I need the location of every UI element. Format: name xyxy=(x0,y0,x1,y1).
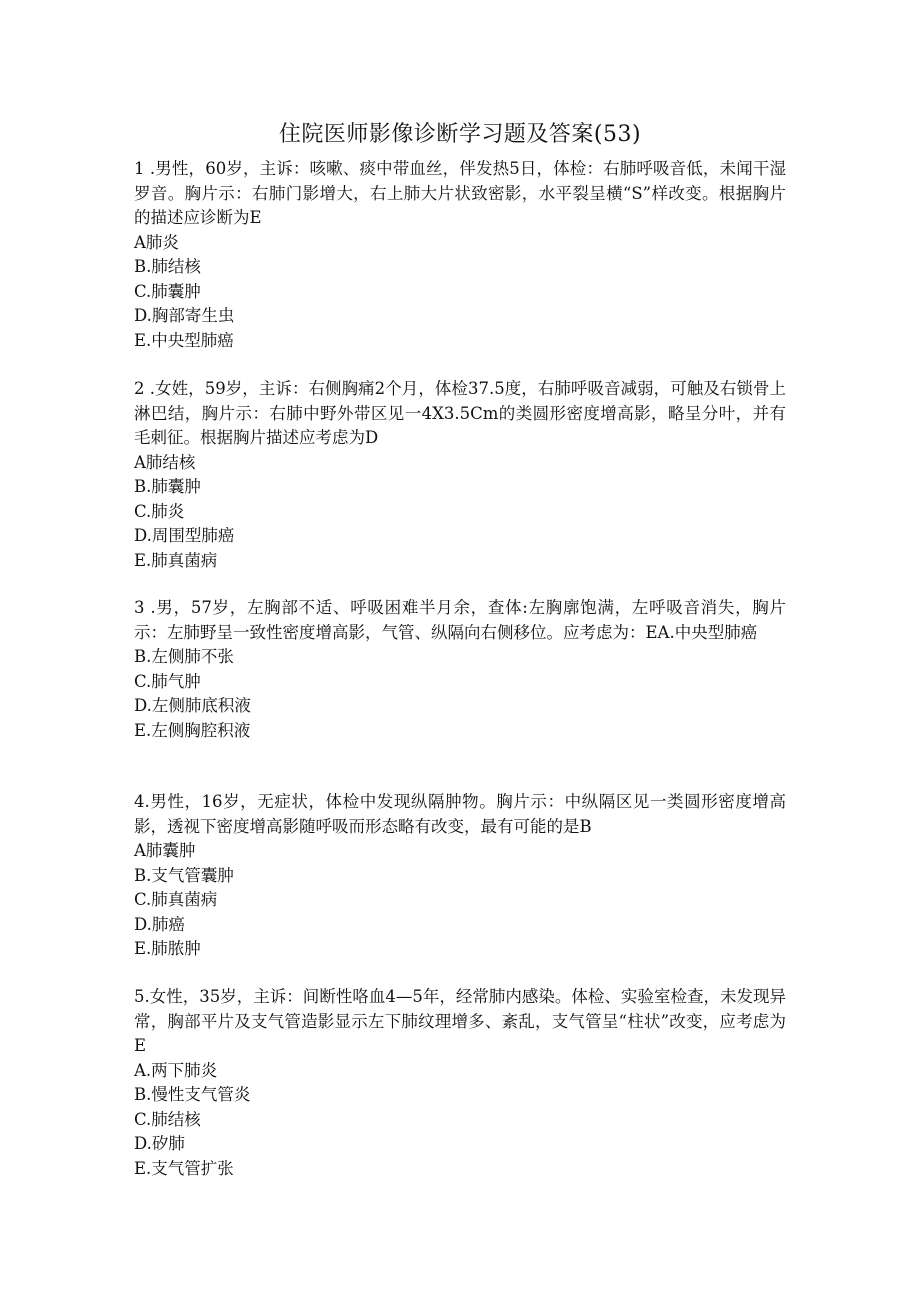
question-2 xyxy=(134,377,786,573)
option-d: D.左侧肺底积液 xyxy=(134,696,251,715)
option-c: C.肺囊肿 xyxy=(134,281,201,301)
option-list xyxy=(134,451,786,574)
option-b: B.左侧肺不张 xyxy=(134,647,234,666)
option-d: D.肺癌 xyxy=(134,914,185,934)
question-stem: 2 .女姓，59岁，主诉：右侧胸痛2个月，体检37.5度，右肺呼吸音减弱，可触及右锁骨上淋巴结，胸片示：右肺中野外带区见一4X3.5Cm的类圆形密度增高影，略呈分叶，并有毛刺征。根据胸片描述应考虑为D xyxy=(134,379,786,447)
option-c: C.肺炎 xyxy=(134,501,185,521)
option-b: B.支气管囊肿 xyxy=(134,865,234,885)
option-d: D.周围型肺癌 xyxy=(134,526,235,545)
option-a: A肺炎 xyxy=(134,232,179,252)
option-b: B.肺结核 xyxy=(134,257,201,276)
option-list xyxy=(134,645,786,743)
option-a: A肺囊肿 xyxy=(134,841,196,860)
question-stem: 1 .男性，60岁，主诉：咳嗽、痰中带血丝，伴发热5日，体检：右肺呼吸音低，未闻干湿罗音。胸片示：右肺门影增大，右上肺大片状致密影，水平裂呈横“S”样改变。根据胸片的描述应诊断为E xyxy=(134,159,786,227)
option-e: E.支气管扩张 xyxy=(134,1158,234,1178)
question-stem: 5.女性，35岁，主诉：间断性咯血4—5年，经常肺内感染。体检、实验室检查，未发现异常，胸部平片及支气管造影显示左下肺纹理增多、紊乱，支气管呈“柱状”改变，应考虑为E xyxy=(134,987,786,1055)
option-a: A.两下肺炎 xyxy=(134,1060,218,1080)
question-5 xyxy=(134,985,786,1181)
option-list xyxy=(134,231,786,354)
document-title: 住院医师影像诊断学习题及答案(53) xyxy=(278,122,642,147)
option-e: E.中央型肺癌 xyxy=(134,330,234,350)
option-d: D.矽肺 xyxy=(134,1134,185,1153)
option-c: C.肺真菌病 xyxy=(134,890,218,909)
question-stem: 4.男性，16岁，无症状，体检中发现纵隔肿物。胸片示：中纵隔区见一类圆形密度增高影，透视下密度增高影随呼吸而形态略有改变，最有可能的是B xyxy=(134,792,786,836)
option-a: A肺结核 xyxy=(134,452,196,472)
option-d: D.胸部寄生虫 xyxy=(134,306,235,325)
option-e: E.左侧胸腔积液 xyxy=(134,720,251,740)
question-1 xyxy=(134,157,786,353)
option-c: C.肺气肿 xyxy=(134,671,201,691)
option-list xyxy=(134,839,786,962)
question-4 xyxy=(134,790,786,962)
question-3 xyxy=(134,596,786,743)
option-e: E.肺脓肿 xyxy=(134,939,201,958)
question-stem: 3 .男，57岁，左胸部不适、呼吸困难半月余，查体:左胸廓饱满，左呼吸音消失，胸片示：左肺野呈一致性密度增高影，气管、纵隔向右侧移位。应考虑为：EA.中央型肺癌 xyxy=(134,598,786,642)
option-b: B.肺囊肿 xyxy=(134,477,201,496)
option-c: C.肺结核 xyxy=(134,1109,201,1129)
option-list xyxy=(134,1059,786,1182)
option-b: B.慢性支气管炎 xyxy=(134,1085,251,1104)
option-e: E.肺真菌病 xyxy=(134,550,218,570)
